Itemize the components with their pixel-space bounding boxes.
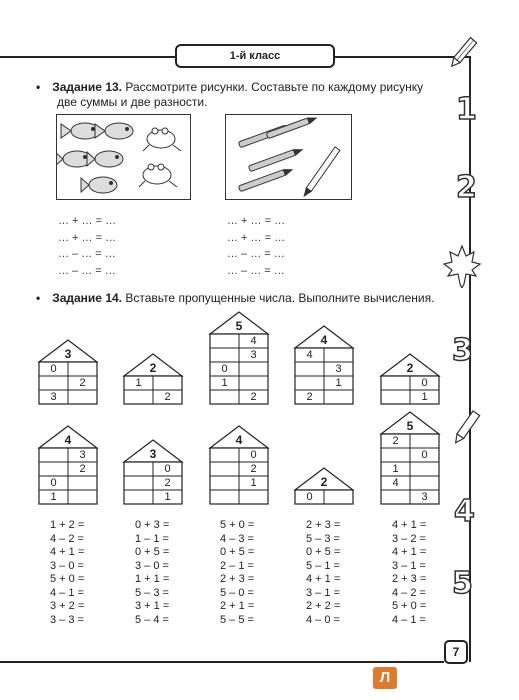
expression[interactable]: 2 – 1 = — [220, 559, 254, 572]
expression[interactable]: 4 + 1 = — [50, 546, 85, 558]
expression[interactable]: 3 + 2 = — [50, 600, 85, 612]
house-cell: 3 — [250, 349, 257, 361]
house-roof-number: 2 — [320, 475, 328, 489]
house-cell: 3 — [335, 363, 342, 375]
expression[interactable]: 3 – 0 = — [135, 559, 169, 572]
expression[interactable]: 5 + 0 = — [392, 600, 427, 612]
house-empty-cell[interactable] — [295, 362, 324, 376]
expression[interactable]: 2 + 1 = — [220, 600, 255, 612]
maple-leaf-icon — [442, 244, 482, 288]
pens-picture — [225, 114, 352, 200]
house-empty-cell[interactable] — [239, 490, 268, 504]
house-empty-cell[interactable] — [324, 348, 353, 362]
house-cell: 4 — [250, 335, 257, 347]
house-cell: 1 — [135, 377, 142, 389]
expression[interactable]: 4 – 0 = — [306, 613, 340, 626]
expr-column-1 — [50, 519, 84, 627]
number-house — [295, 468, 353, 504]
house-cell: 3 — [79, 449, 86, 461]
side-digit-3: 3 — [452, 333, 473, 368]
house-cell: 1 — [250, 477, 257, 489]
fish-frogs-picture — [56, 114, 191, 200]
expression[interactable]: 4 – 2 = — [392, 586, 426, 599]
house-cell: 1 — [221, 377, 228, 389]
expression[interactable]: 1 + 2 = — [50, 519, 85, 531]
house-empty-cell[interactable] — [39, 462, 68, 476]
expression[interactable]: 0 + 3 = — [135, 519, 170, 531]
expression[interactable]: 3 – 1 = — [392, 559, 426, 572]
house-roof-number: 2 — [406, 361, 414, 375]
house-roof-number: 5 — [406, 419, 414, 433]
blank-equation[interactable]: … – … = … — [58, 248, 116, 260]
expression[interactable]: 4 – 1 = — [50, 586, 84, 599]
house-roof-number: 4 — [235, 433, 243, 447]
house-empty-cell[interactable] — [153, 376, 182, 390]
task14-line — [36, 290, 446, 306]
expression[interactable]: 4 + 1 = — [306, 573, 341, 585]
house-cell: 2 — [79, 377, 86, 389]
expression[interactable]: 4 – 1 = — [392, 613, 426, 626]
house-cell: 2 — [164, 477, 171, 489]
number-house — [210, 312, 268, 404]
house-cell: 3 — [421, 491, 428, 503]
frog-icon — [139, 128, 181, 187]
frame-bottom-line — [0, 661, 444, 663]
expression[interactable]: 4 – 2 = — [50, 532, 84, 545]
house-empty-cell[interactable] — [410, 462, 439, 476]
house-empty-cell[interactable] — [381, 448, 410, 462]
task13-label: Задание 13. — [52, 80, 122, 94]
house-empty-cell[interactable] — [68, 476, 97, 490]
house-empty-cell[interactable] — [124, 462, 153, 476]
house-cell: 3 — [50, 391, 57, 403]
house-cell: 1 — [335, 377, 342, 389]
number-house — [39, 340, 97, 404]
expression[interactable]: 2 + 3 = — [220, 573, 255, 585]
house-cell: 0 — [306, 491, 313, 503]
house-empty-cell[interactable] — [210, 390, 239, 404]
expression[interactable]: 5 + 0 = — [50, 573, 85, 585]
house-empty-cell[interactable] — [381, 490, 410, 504]
expr-column-2 — [135, 519, 169, 627]
number-house — [124, 440, 182, 504]
blank-equation[interactable]: … + … = … — [227, 215, 286, 227]
fish-icon — [57, 123, 133, 193]
house-empty-cell[interactable] — [124, 476, 153, 490]
side-digit-1: 1 — [456, 92, 477, 127]
page-number: 7 — [444, 640, 468, 664]
expression[interactable]: 3 – 3 = — [50, 613, 84, 626]
pencil-icon — [444, 36, 480, 72]
house-cell: 0 — [50, 477, 57, 489]
blank-equation[interactable]: … – … = … — [227, 264, 285, 277]
expression[interactable]: 5 – 3 = — [135, 586, 169, 599]
task13-line2: две суммы и две разности. — [57, 95, 208, 109]
pens-drawing — [226, 115, 353, 201]
house-empty-cell[interactable] — [68, 390, 97, 404]
number-house — [39, 426, 97, 504]
house-cell: 0 — [50, 363, 57, 375]
side-digit-2: 2 — [456, 170, 477, 205]
house-cell: 0 — [164, 463, 171, 475]
expression[interactable]: 4 + 1 = — [392, 546, 427, 558]
house-empty-cell[interactable] — [324, 490, 353, 504]
expression[interactable]: 2 + 3 = — [306, 519, 341, 531]
expr-column-4 — [306, 519, 340, 627]
house-empty-cell[interactable] — [68, 490, 97, 504]
house-roof-number: 4 — [320, 333, 328, 347]
number-house — [124, 354, 182, 404]
expression[interactable]: 2 + 3 = — [392, 573, 427, 585]
house-cell: 1 — [392, 463, 399, 475]
expression[interactable]: 4 + 1 = — [392, 519, 427, 531]
pencil-side-icon — [448, 408, 484, 448]
expression[interactable]: 0 + 5 = — [306, 546, 341, 558]
expression[interactable]: 0 + 5 = — [220, 546, 255, 558]
house-cell: 0 — [421, 377, 428, 389]
house-cell: 2 — [250, 391, 257, 403]
house-empty-cell[interactable] — [68, 362, 97, 376]
house-cell: 0 — [221, 363, 228, 375]
house-cell: 4 — [306, 349, 313, 361]
number-house — [381, 354, 439, 404]
expr-column-3 — [220, 519, 254, 627]
expr-column-5 — [392, 519, 426, 627]
house-empty-cell[interactable] — [381, 390, 410, 404]
pencil-drawing-icon — [302, 147, 340, 198]
house-cell: 0 — [421, 449, 428, 461]
expression[interactable]: 1 + 1 = — [135, 573, 170, 585]
house-empty-cell[interactable] — [210, 448, 239, 462]
publisher-logo: Л — [373, 667, 397, 689]
house-empty-cell[interactable] — [124, 490, 153, 504]
task13-text-1: Рассмотрите рисунки. Составьте по каждому рисунку — [125, 80, 424, 94]
task14-bullet: • — [36, 291, 41, 305]
expression[interactable]: 0 + 5 = — [135, 546, 170, 558]
house-empty-cell[interactable] — [239, 362, 268, 376]
house-empty-cell[interactable] — [210, 462, 239, 476]
expression[interactable]: 2 + 2 = — [306, 600, 341, 612]
grade-badge: 1-й класс — [175, 44, 335, 68]
house-empty-cell[interactable] — [39, 376, 68, 390]
blank-equation[interactable]: … – … = … — [58, 264, 116, 277]
house-cell: 0 — [250, 449, 257, 461]
house-empty-cell[interactable] — [210, 334, 239, 348]
task13-line1 — [36, 79, 446, 95]
expression[interactable]: 5 + 0 = — [220, 519, 255, 531]
expression[interactable]: 4 – 3 = — [220, 532, 254, 545]
house-roof-number: 2 — [149, 361, 157, 375]
house-roof-number: 4 — [64, 433, 72, 447]
expression[interactable]: 5 – 1 = — [306, 559, 340, 572]
house-empty-cell[interactable] — [210, 490, 239, 504]
house-cell: 2 — [392, 435, 399, 447]
number-house — [381, 412, 439, 504]
blank-equation[interactable]: … + … = … — [58, 231, 117, 244]
house-empty-cell[interactable] — [295, 376, 324, 390]
expression[interactable]: 3 – 2 = — [392, 532, 426, 545]
house-empty-cell[interactable] — [210, 476, 239, 490]
number-house — [295, 326, 353, 404]
house-cell: 1 — [50, 491, 57, 503]
house-cell: 2 — [79, 463, 86, 475]
house-empty-cell[interactable] — [39, 448, 68, 462]
expression[interactable]: 3 – 0 = — [50, 559, 84, 572]
expression[interactable]: 3 + 1 = — [135, 600, 170, 612]
house-cell: 2 — [306, 391, 313, 403]
house-cell: 4 — [392, 477, 399, 489]
house-empty-cell[interactable] — [410, 476, 439, 490]
task14-text: Вставьте пропущенные числа. Выполните вычисления. — [125, 291, 435, 305]
house-empty-cell[interactable] — [381, 376, 410, 390]
house-empty-cell[interactable] — [324, 390, 353, 404]
expression[interactable]: 1 – 1 = — [135, 532, 169, 545]
expression[interactable]: 5 – 4 = — [135, 613, 169, 626]
blank-equation[interactable]: … + … = … — [58, 215, 117, 227]
fish-frogs-drawing — [57, 115, 192, 201]
expression[interactable]: 5 – 3 = — [306, 532, 340, 545]
task13-bullet: • — [36, 80, 41, 94]
pen-icon — [238, 115, 317, 191]
house-roof-number: 5 — [235, 319, 243, 333]
house-empty-cell[interactable] — [210, 348, 239, 362]
side-digit-4: 4 — [454, 494, 475, 529]
blank-equation[interactable]: … – … = … — [227, 248, 285, 260]
side-digit-5: 5 — [452, 566, 473, 601]
blank-equation[interactable]: … + … = … — [227, 231, 286, 244]
house-cell: 2 — [164, 391, 171, 403]
house-cell: 1 — [164, 491, 171, 503]
expression[interactable]: 3 – 1 = — [306, 586, 340, 599]
task14-label: Задание 14. — [52, 291, 122, 305]
house-empty-cell[interactable] — [239, 376, 268, 390]
expression[interactable]: 5 – 0 = — [220, 586, 254, 599]
expression[interactable]: 5 – 5 = — [220, 613, 254, 626]
house-empty-cell[interactable] — [124, 390, 153, 404]
number-house — [210, 426, 268, 504]
house-roof-number: 3 — [64, 347, 72, 361]
house-roof-number: 3 — [149, 447, 157, 461]
task13-blanks-right — [227, 213, 285, 279]
house-empty-cell[interactable] — [410, 434, 439, 448]
house-cell: 2 — [250, 463, 257, 475]
house-cell: 1 — [421, 391, 428, 403]
task13-blanks-left — [58, 213, 116, 279]
